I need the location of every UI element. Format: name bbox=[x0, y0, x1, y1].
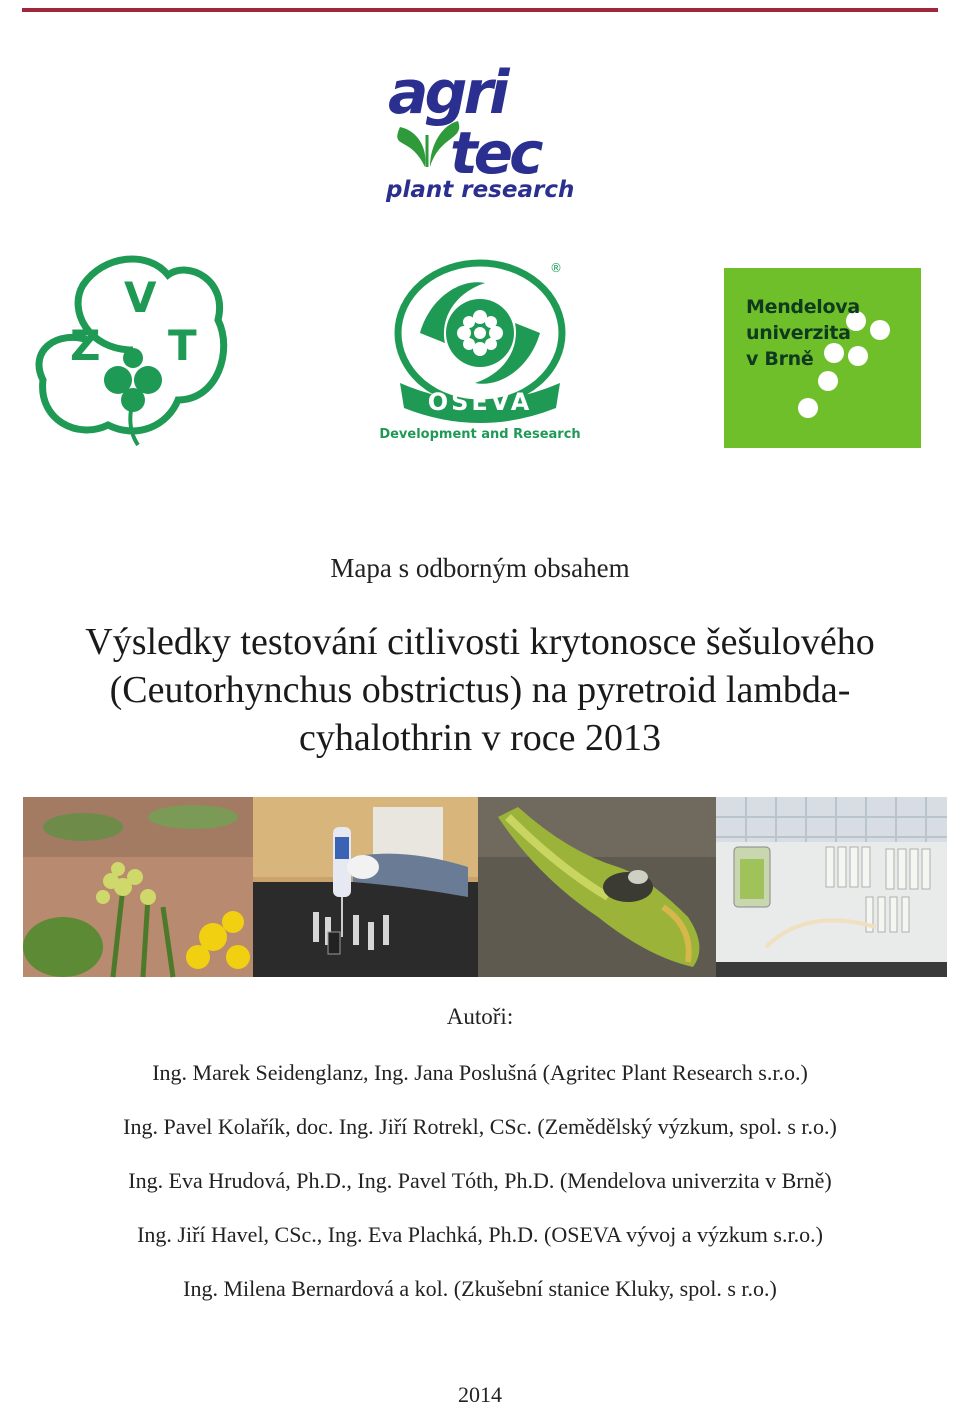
svg-text:Development and Research: Development and Research bbox=[379, 427, 581, 442]
author-line-3: Ing. Eva Hrudová, Ph.D., Ing. Pavel Tóth, Ph.D. (Mendelova univerzita v Brně) bbox=[128, 1168, 832, 1193]
authors-label: Autoři: bbox=[446, 1004, 514, 1029]
mendel-line-2: univerzita bbox=[746, 322, 851, 344]
svg-text:agri: agri bbox=[388, 58, 506, 128]
svg-text:Z: Z bbox=[70, 321, 101, 370]
svg-text:V: V bbox=[124, 273, 157, 322]
svg-text:plant research: plant research bbox=[386, 177, 575, 203]
svg-text:tec: tec bbox=[450, 119, 540, 187]
agritec-logo bbox=[380, 55, 575, 205]
svg-text:®: ® bbox=[550, 261, 562, 275]
document-subtitle: Mapa s odborným obsahem bbox=[330, 553, 630, 583]
lab-bench-vials-photo bbox=[716, 797, 947, 977]
laboratory-pipette-photo bbox=[253, 797, 478, 977]
publication-year: 2014 bbox=[458, 1382, 502, 1407]
mendel-university-logo bbox=[724, 268, 921, 448]
svg-text:OSEVA: OSEVA bbox=[427, 388, 533, 416]
seed-pod-closeup-photo bbox=[478, 797, 716, 977]
svg-text:T: T bbox=[168, 321, 197, 370]
document-title bbox=[20, 618, 940, 762]
author-line-5: Ing. Milena Bernardová a kol. (Zkušební stanice Kluky, spol. s r.o.) bbox=[183, 1276, 777, 1301]
photo-strip bbox=[23, 797, 947, 977]
author-line-2: Ing. Pavel Kolařík, doc. Ing. Jiří Rotrekl, CSc. (Zemědělský výzkum, spol. s r.o.) bbox=[123, 1114, 837, 1139]
top-border-line bbox=[22, 8, 938, 12]
title-line-3: cyhalothrin v roce 2013 bbox=[299, 717, 661, 759]
author-line-1: Ing. Marek Seidenglanz, Ing. Jana Poslušná (Agritec Plant Research s.r.o.) bbox=[152, 1060, 808, 1085]
mendel-line-1: Mendelova bbox=[746, 296, 860, 318]
author-line-4: Ing. Jiří Havel, CSc., Ing. Eva Plachká, Ph.D. (OSEVA vývoj a výzkum s.r.o.) bbox=[137, 1222, 823, 1247]
oseva-logo bbox=[379, 258, 581, 448]
mendel-line-3: v Brně bbox=[746, 348, 814, 370]
title-line-1: Výsledky testování citlivosti krytonosce šešulového bbox=[85, 621, 875, 663]
title-line-2: (Ceutorhynchus obstrictus) na pyretroid lambda- bbox=[109, 669, 851, 711]
rapeseed-plant-photo bbox=[23, 797, 253, 977]
vzt-logo bbox=[28, 250, 238, 450]
